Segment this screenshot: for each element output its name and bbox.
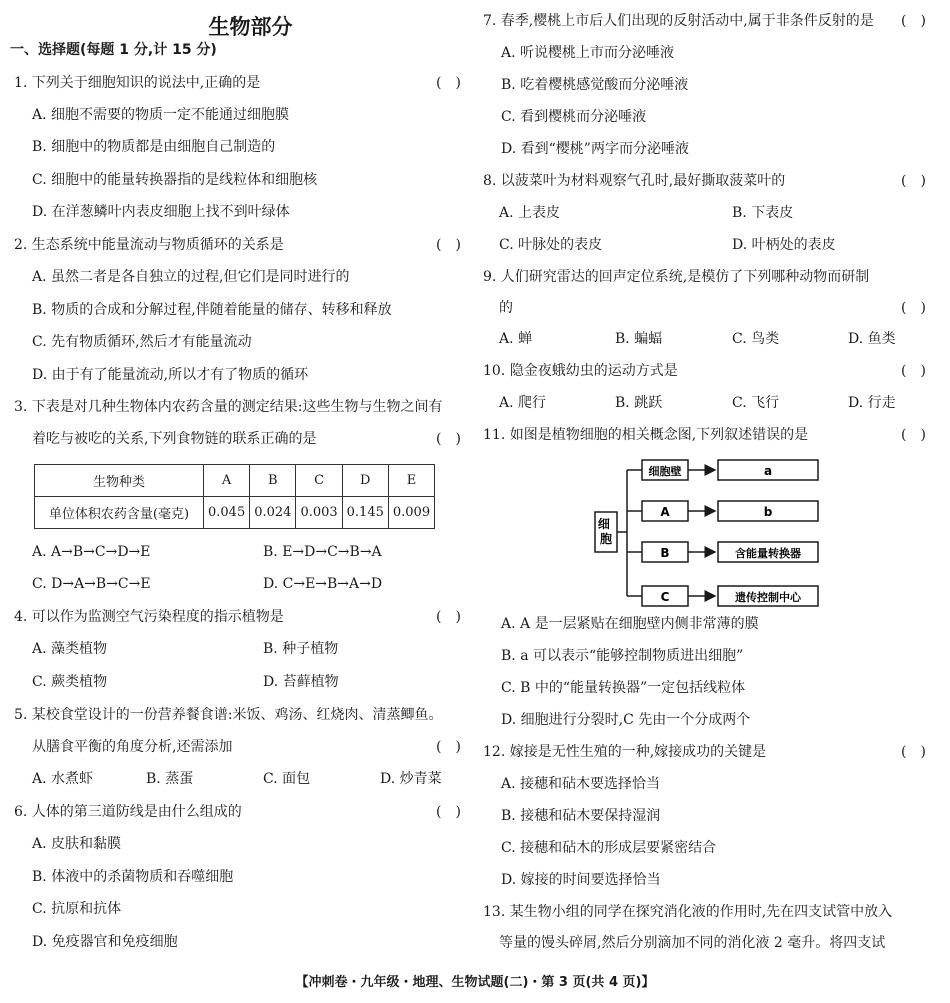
q5-option-a[interactable]: A. 水煮虾 <box>32 771 94 787</box>
q1-option-b[interactable]: B. 细胞中的物质都是由细胞自己制造的 <box>32 139 276 155</box>
q8-option-d[interactable]: D. 叶柄处的表皮 <box>732 237 836 253</box>
q12-stem: 12. 嫁接是无性生殖的一种,嫁接成功的关键是 <box>483 744 767 760</box>
q9-option-a[interactable]: A. 蝉 <box>499 331 533 347</box>
q4-stem: 4. 可以作为监测空气污染程度的指示植物是 <box>14 609 284 625</box>
q6-option-d[interactable]: D. 免疫器官和免疫细胞 <box>32 934 178 950</box>
q10-option-c[interactable]: C. 飞行 <box>732 395 780 411</box>
q10-answer-paren[interactable]: ( ) <box>901 363 926 379</box>
pesticide-table <box>34 464 435 529</box>
q3-option-c[interactable]: C. D→A→B→C→E <box>32 576 151 592</box>
q10-stem: 10. 隐金夜蛾幼虫的运动方式是 <box>483 363 678 379</box>
q12-option-c[interactable]: C. 接穗和砧木的形成层要紧密结合 <box>501 840 717 856</box>
table-cell: 0.003 <box>296 497 342 529</box>
table-header-cell: C <box>296 465 342 497</box>
table-header-cell: D <box>342 465 388 497</box>
table-row <box>35 497 435 529</box>
q9-answer-paren[interactable]: ( ) <box>901 300 926 316</box>
table-cell: 单位体积农药含量(毫克) <box>35 497 204 529</box>
q11-stem: 11. 如图是植物细胞的相关概念图,下列叙述错误的是 <box>483 427 809 443</box>
diagram-node-a: A <box>660 505 670 519</box>
q5-option-c[interactable]: C. 面包 <box>263 771 311 787</box>
q1-option-a[interactable]: A. 细胞不需要的物质一定不能通过细胞膜 <box>32 107 290 123</box>
q4-option-b[interactable]: B. 种子植物 <box>263 641 339 657</box>
q12-answer-paren[interactable]: ( ) <box>901 744 926 760</box>
q2-stem: 2. 生态系统中能量流动与物质循环的关系是 <box>14 237 284 253</box>
q8-option-b[interactable]: B. 下表皮 <box>732 205 794 221</box>
q6-stem: 6. 人体的第三道防线是由什么组成的 <box>14 804 242 820</box>
q2-option-c[interactable]: C. 先有物质循环,然后才有能量流动 <box>32 334 252 350</box>
table-header-cell: B <box>250 465 296 497</box>
q3-stem-line1: 3. 下表是对几种生物体内农药含量的测定结果:这些生物与生物之间有 <box>14 399 443 415</box>
q11-option-d[interactable]: D. 细胞进行分裂时,C 先由一个分成两个 <box>501 712 751 728</box>
q2-option-d[interactable]: D. 由于有了能量流动,所以才有了物质的循环 <box>32 367 309 383</box>
q1-answer-paren[interactable]: ( ) <box>436 75 461 91</box>
q7-option-a[interactable]: A. 听说樱桃上市而分泌唾液 <box>501 45 675 61</box>
q3-option-b[interactable]: B. E→D→C→B→A <box>263 544 382 560</box>
q7-option-c[interactable]: C. 看到樱桃而分泌唾液 <box>501 109 647 125</box>
table-header-cell: 生物种类 <box>35 465 204 497</box>
q5-answer-paren[interactable]: ( ) <box>436 739 461 755</box>
diagram-root-char: 胞 <box>599 532 613 546</box>
q1-option-c[interactable]: C. 细胞中的能量转换器指的是线粒体和细胞核 <box>32 172 318 188</box>
q13-stem-line2: 等量的馒头碎屑,然后分别滴加不同的消化液 2 毫升。将四支试 <box>499 935 886 951</box>
q5-option-d[interactable]: D. 炒青菜 <box>380 771 442 787</box>
q8-option-a[interactable]: A. 上表皮 <box>499 205 561 221</box>
q3-option-a[interactable]: A. A→B→C→D→E <box>32 544 151 560</box>
q6-option-a[interactable]: A. 皮肤和黏膜 <box>32 836 122 852</box>
q4-option-d[interactable]: D. 苔藓植物 <box>263 674 339 690</box>
q12-option-b[interactable]: B. 接穗和砧木要保持湿润 <box>501 808 661 824</box>
diagram-target-a: a <box>763 464 773 478</box>
diagram-node-cell-wall: 细胞壁 <box>648 465 682 478</box>
q8-option-c[interactable]: C. 叶脉处的表皮 <box>499 237 603 253</box>
q8-answer-paren[interactable]: ( ) <box>901 173 926 189</box>
q11-option-c[interactable]: C. B 中的“能量转换器”一定包括线粒体 <box>501 680 746 696</box>
q9-option-c[interactable]: C. 鸟类 <box>732 331 780 347</box>
diagram-target-energy: 含能量转换器 <box>735 547 801 560</box>
diagram-target-genetic: 遗传控制中心 <box>735 591 801 604</box>
q3-option-d[interactable]: D. C→E→B→A→D <box>263 576 383 592</box>
cell-concept-diagram <box>590 455 830 610</box>
q2-option-b[interactable]: B. 物质的合成和分解过程,伴随着能量的储存、转移和释放 <box>32 302 392 318</box>
q1-option-d[interactable]: D. 在洋葱鳞叶内表皮细胞上找不到叶绿体 <box>32 204 290 220</box>
q6-option-b[interactable]: B. 体液中的杀菌物质和吞噬细胞 <box>32 869 234 885</box>
diagram-node-b: B <box>660 546 670 560</box>
q5-stem-line1: 5. 某校食堂设计的一份营养餐食谱:米饭、鸡汤、红烧肉、清蒸鲫鱼。 <box>14 707 443 723</box>
q12-option-d[interactable]: D. 嫁接的时间要选择恰当 <box>501 872 661 888</box>
table-header-cell: A <box>204 465 250 497</box>
q7-stem: 7. 春季,樱桃上市后人们出现的反射活动中,属于非条件反射的是 <box>483 13 874 29</box>
q10-option-b[interactable]: B. 跳跃 <box>615 395 663 411</box>
q4-answer-paren[interactable]: ( ) <box>436 609 461 625</box>
q10-option-a[interactable]: A. 爬行 <box>499 395 547 411</box>
q11-answer-paren[interactable]: ( ) <box>901 427 926 443</box>
diagram-target-b: b <box>763 505 773 519</box>
q11-option-a[interactable]: A. A 是一层紧贴在细胞壁内侧非常薄的膜 <box>501 616 759 632</box>
q8-stem: 8. 以菠菜叶为材料观察气孔时,最好撕取菠菜叶的 <box>483 173 786 189</box>
q7-option-b[interactable]: B. 吃着樱桃感觉酸而分泌唾液 <box>501 77 689 93</box>
q2-option-a[interactable]: A. 虽然二者是各自独立的过程,但它们是同时进行的 <box>32 269 350 285</box>
q3-stem-line2: 着吃与被吃的关系,下列食物链的联系正确的是 <box>32 431 317 447</box>
table-cell: 0.045 <box>204 497 250 529</box>
table-cell: 0.145 <box>342 497 388 529</box>
q10-option-d[interactable]: D. 行走 <box>848 395 896 411</box>
q13-stem-line1: 13. 某生物小组的同学在探究消化液的作用时,先在四支试管中放入 <box>483 904 893 920</box>
q4-option-c[interactable]: C. 蕨类植物 <box>32 674 108 690</box>
table-cell: 0.024 <box>250 497 296 529</box>
q6-option-c[interactable]: C. 抗原和抗体 <box>32 901 122 917</box>
q9-stem-line1: 9. 人们研究雷达的回声定位系统,是模仿了下列哪种动物而研制 <box>483 269 870 285</box>
q2-answer-paren[interactable]: ( ) <box>436 237 461 253</box>
table-cell: 0.009 <box>388 497 434 529</box>
q9-option-b[interactable]: B. 蝙蝠 <box>615 331 663 347</box>
q3-answer-paren[interactable]: ( ) <box>436 431 461 447</box>
q4-option-a[interactable]: A. 藻类植物 <box>32 641 108 657</box>
table-header-row <box>35 465 435 497</box>
page-footer: 【冲刺卷・九年级・地理、生物试题(二)・第 3 页(共 4 页)】 <box>295 975 655 990</box>
q7-answer-paren[interactable]: ( ) <box>901 13 926 29</box>
q9-option-d[interactable]: D. 鱼类 <box>848 331 896 347</box>
q1-stem: 1. 下列关于细胞知识的说法中,正确的是 <box>14 75 261 91</box>
q9-stem-line2: 的 <box>499 300 513 316</box>
section-heading: 一、选择题(每题 1 分,计 15 分) <box>10 42 217 58</box>
q12-option-a[interactable]: A. 接穗和砧木要选择恰当 <box>501 776 661 792</box>
q5-option-b[interactable]: B. 蒸蛋 <box>146 771 194 787</box>
q7-option-d[interactable]: D. 看到“樱桃”两字而分泌唾液 <box>501 141 689 157</box>
page-title: 生物部分 <box>208 15 293 39</box>
q5-stem-line2: 从膳食平衡的角度分析,还需添加 <box>32 739 233 755</box>
diagram-node-c: C <box>660 590 670 604</box>
q6-answer-paren[interactable]: ( ) <box>436 804 461 820</box>
q11-option-b[interactable]: B. a 可以表示“能够控制物质进出细胞” <box>501 648 744 664</box>
diagram-root-char: 细 <box>597 517 610 531</box>
table-header-cell: E <box>388 465 434 497</box>
